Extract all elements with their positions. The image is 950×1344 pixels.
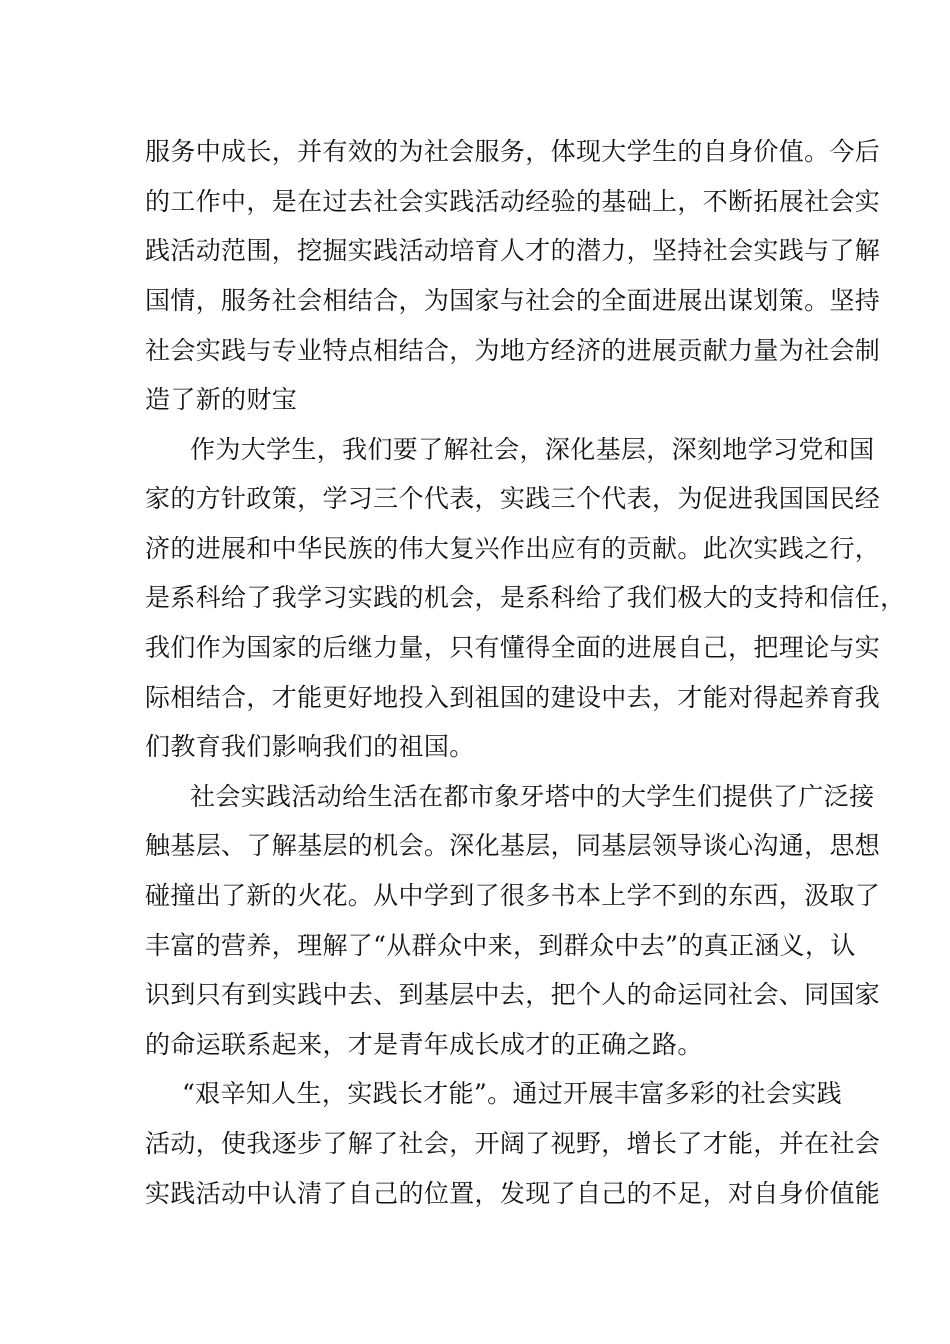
paragraph-first-line: 社会实践活动给生活在都市象牙塔中的大学生们提供了广泛接 [190, 782, 875, 811]
text-line: 造了新的财宝 [145, 385, 298, 414]
text-line: 是系科给了我学习实践的机会，是系科给了我们极大的支持和信任， [145, 583, 906, 612]
text-line: 的工作中，是在过去社会实践活动经验的基础上，不断拓展社会实 [145, 187, 881, 216]
text-line: 服务中成长，并有效的为社会服务，体现大学生的自身价值。今后 [145, 137, 881, 166]
text-line: 丰富的营养，理解了“从群众中来，到群众中去”的真正涵义，认 [145, 931, 856, 960]
text-line: 国情，服务社会相结合，为国家与社会的全面进展出谋划策。坚持 [145, 286, 881, 315]
text-line: 活动，使我逐步了解了社会，开阔了视野，增长了才能，并在社会 [145, 1129, 881, 1158]
paragraph-first-line: 作为大学生，我们要了解社会，深化基层，深刻地学习党和国 [190, 435, 875, 464]
text-line: 们教育我们影响我们的祖国。 [145, 732, 475, 761]
text-line: 际相结合，才能更好地投入到祖国的建设中去，才能对得起养育我 [145, 683, 881, 712]
text-line: 社会实践与专业特点相结合，为地方经济的进展贡献力量为社会制 [145, 336, 881, 365]
text-line: 的命运联系起来，才是青年成长成才的正确之路。 [145, 1030, 703, 1059]
text-line: 家的方针政策，学习三个代表，实践三个代表，为促进我国国民经 [145, 484, 881, 513]
text-line: 我们作为国家的后继力量，只有懂得全面的进展自己，把理论与实 [145, 633, 881, 662]
paragraph-first-line: “艰辛知人生，实践长才能”。通过开展丰富多彩的社会实践 [182, 1079, 843, 1108]
text-line: 实践活动中认清了自己的位置，发现了自己的不足，对自身价值能 [145, 1179, 881, 1208]
text-line: 碰撞出了新的火花。从中学到了很多书本上学不到的东西，汲取了 [145, 881, 881, 910]
text-line: 触基层、了解基层的机会。深化基层，同基层领导谈心沟通，思想 [145, 831, 881, 860]
text-line: 践活动范围，挖掘实践活动培育人才的潜力，坚持社会实践与了解 [145, 236, 881, 265]
text-line: 识到只有到实践中去、到基层中去，把个人的命运同社会、同国家 [145, 980, 881, 1009]
text-line: 济的进展和中华民族的伟大复兴作出应有的贡献。此次实践之行， [145, 534, 881, 563]
